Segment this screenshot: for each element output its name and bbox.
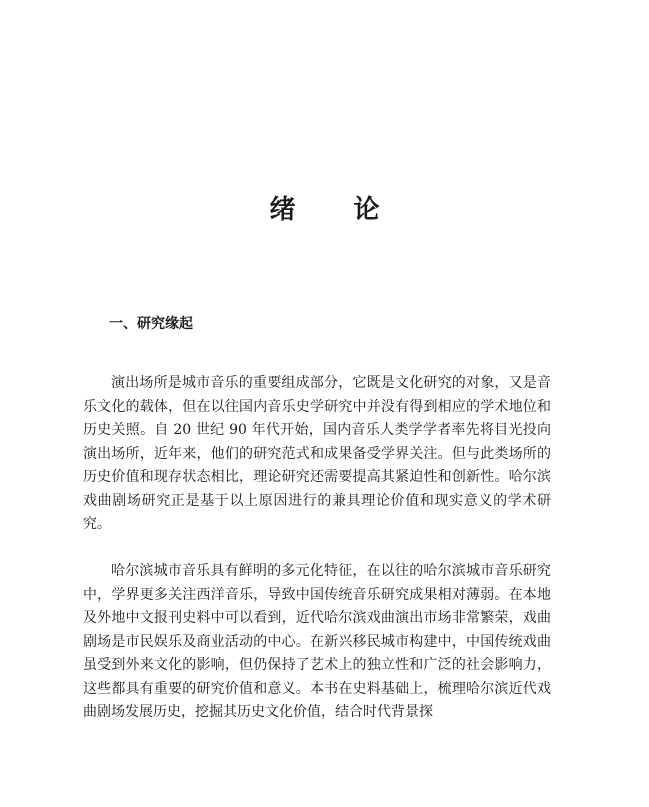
chapter-title xyxy=(0,190,649,230)
body-paragraph-2: 哈尔滨城市音乐具有鲜明的多元化特征，在以往的哈尔滨城市音乐研究中，学界更多关注西洋音乐，导致中国传统音乐研究成果相对薄弱。在本地及外地中文报刊史料中可以看到，近代哈尔滨戏曲演出市场非常繁荣，戏曲剧场是市民娱乐及商业活动的中心。在新兴移民城市构建中，中国传统戏曲虽受到外来文化的影响，但仍保持了艺术上的独立性和广泛的社会影响力，这些都具有重要的研究价值和意义。本书在史料基础上，梳理哈尔滨近代戏曲剧场发展历史，挖掘其历史文化价值，结合时代背景探 xyxy=(83,563,551,720)
chapter-title-char-2: 论 xyxy=(353,195,380,225)
chapter-title-char-1: 绪 xyxy=(269,195,296,225)
section-heading: 一、研究缘起 xyxy=(109,316,193,332)
body-paragraph-1: 演出场所是城市音乐的重要组成部分，它既是文化研究的对象，又是音乐文化的载体，但在以往国内音乐史学研究中并没有得到相应的学术地位和历史关照。自 20 世纪 90 年代开始，国内音乐人类学学者率先将目光投向演出场所，近年来，他们的研究范式和成果备受学界关注。但与此类场所的历史价值和现存状态相比，理论研究还需要提高其紧迫性和创新性。哈尔滨戏曲剧场研究正是基于以上原因进行的兼具理论价值和现实意义的学术研究。 xyxy=(83,375,551,532)
